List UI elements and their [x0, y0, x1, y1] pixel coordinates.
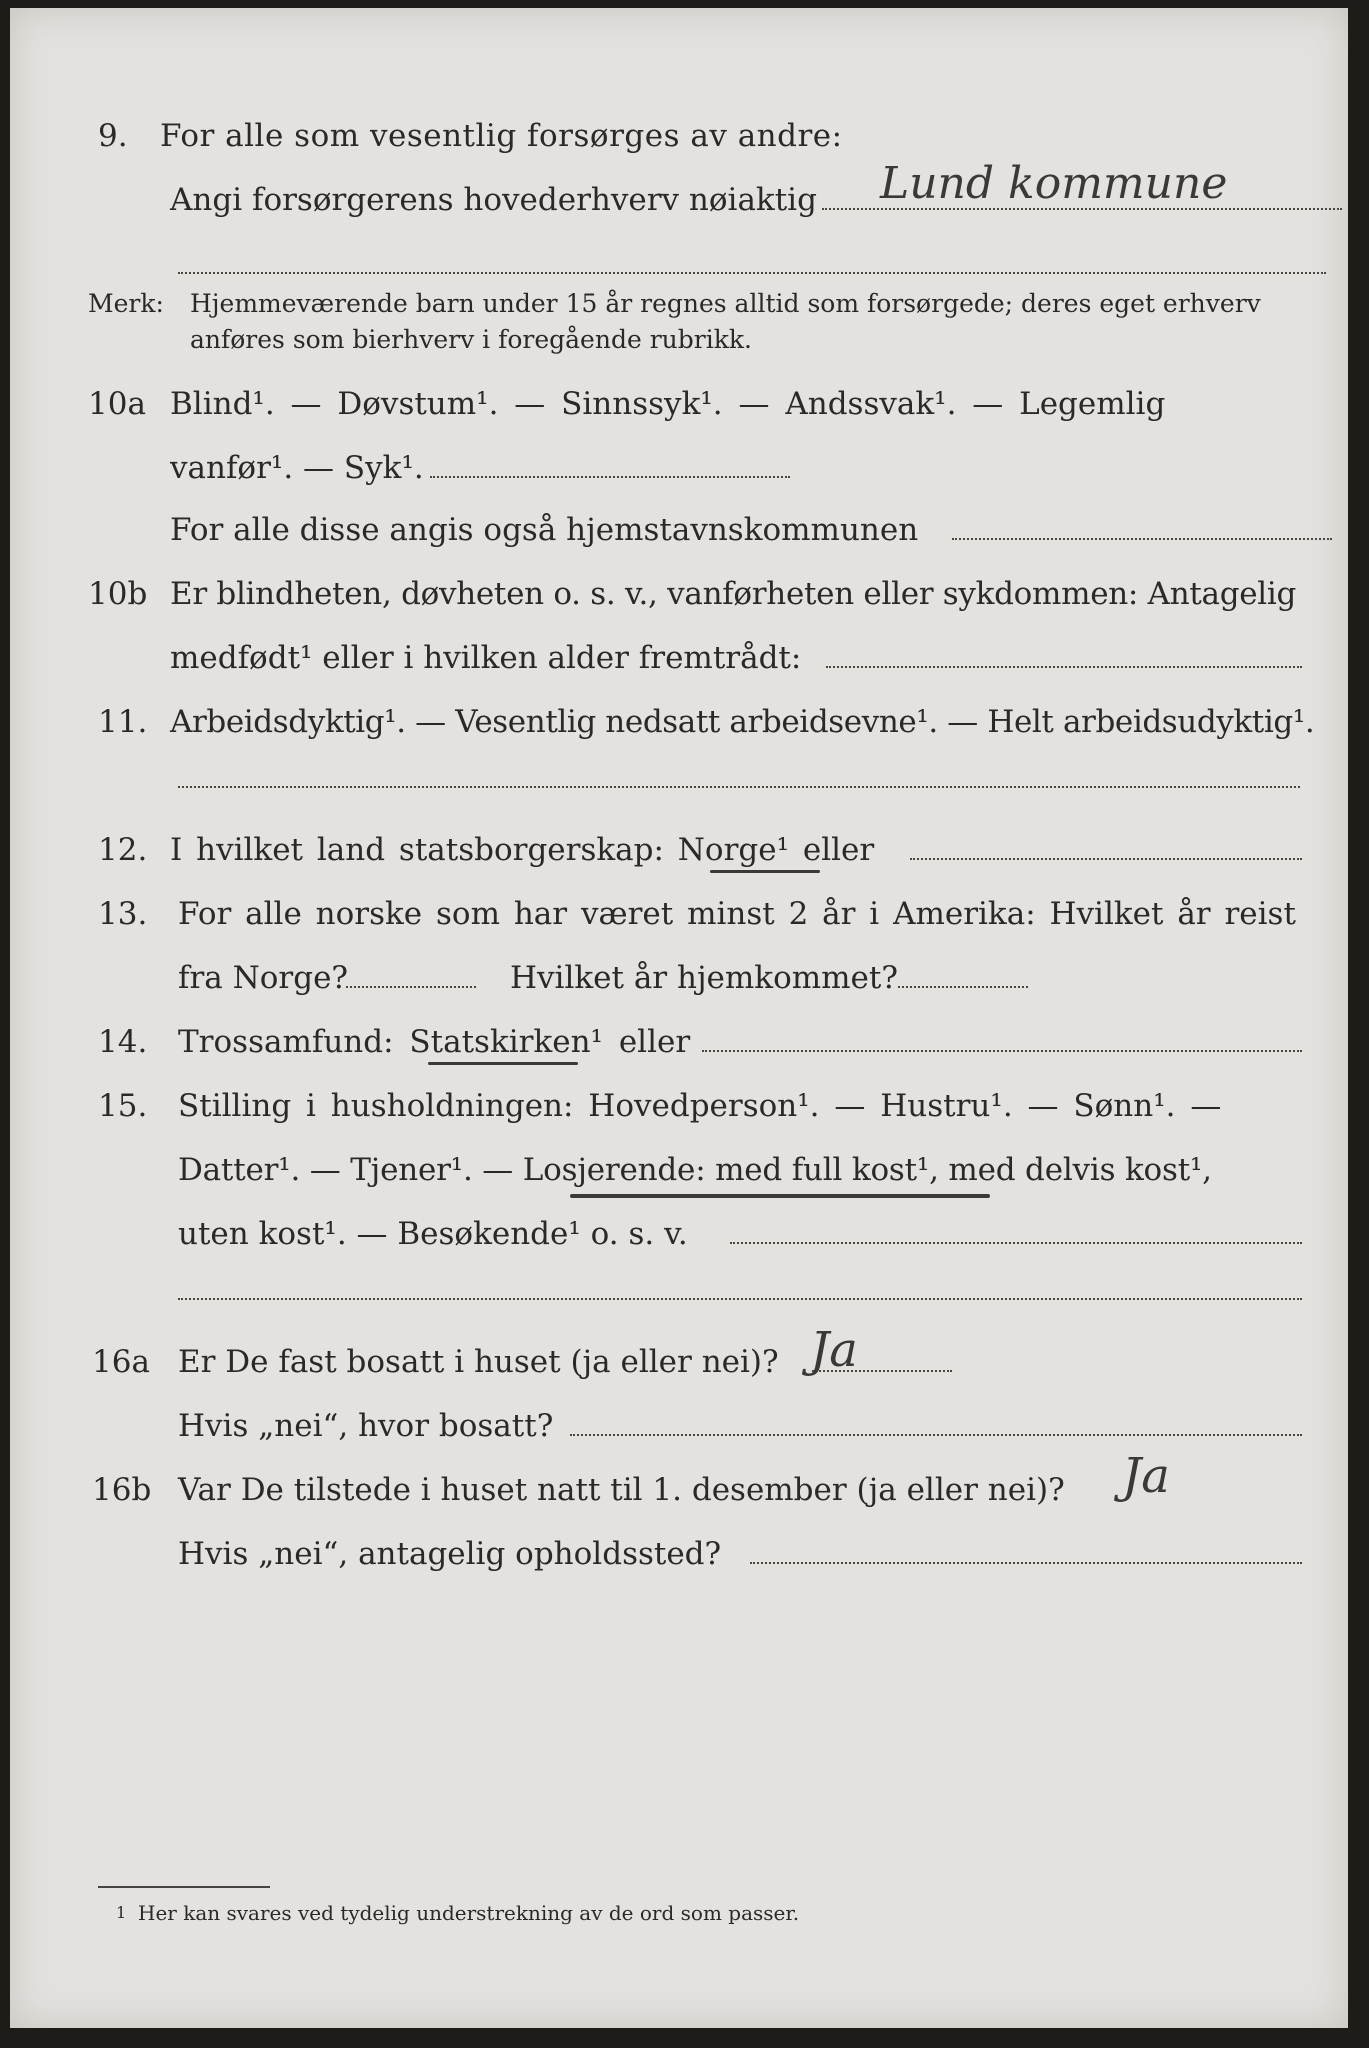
q15-text-1: Stilling i husholdningen: Hovedperson¹. — Hustru¹. — Sønn¹. —: [178, 1088, 1222, 1124]
q10a-number: 10a: [88, 386, 146, 422]
q11-text-1: Arbeidsdyktig¹. — Vesentlig nedsatt arbeidsevne¹. — Helt arbeidsudyktig¹.: [170, 704, 1315, 740]
q10a-kommune-line[interactable]: [952, 538, 1332, 540]
q15-losjerende-underline: [570, 1194, 990, 1198]
merk-label: Merk:: [88, 289, 164, 318]
q14-number: 14.: [98, 1024, 148, 1060]
q13-text-1: For alle norske som har været minst 2 år i Amerika: Hvilket år reist: [178, 896, 1296, 932]
q10b-text-1: Er blindheten, døvheten o. s. v., vanførheten eller sykdommen: Antagelig: [170, 576, 1297, 612]
q16b-number: 16b: [92, 1472, 152, 1508]
q16a-text-1: Er De fast bosatt i huset (ja eller nei)?: [178, 1344, 779, 1380]
footnote-text: Her kan svares ved tydelig understrekning av de ord som passer.: [138, 1901, 800, 1925]
census-form-page: [10, 8, 1348, 2028]
q16b-text-2: Hvis „nei“, antagelig opholdssted?: [178, 1536, 722, 1572]
q15-extra-line[interactable]: [178, 1298, 1302, 1300]
q13-hjemkommet-line[interactable]: [898, 986, 1028, 988]
q10b-text-2: medfødt¹ eller i hvilken alder fremtrådt:: [170, 640, 802, 676]
q13-reist-line[interactable]: [346, 986, 476, 988]
q15-text-2: Datter¹. — Tjener¹. — Losjerende: med full kost¹, med delvis kost¹,: [178, 1152, 1212, 1188]
q12-norge-underline: [710, 870, 820, 873]
q10b-number: 10b: [88, 576, 148, 612]
q16a-bosatt-line[interactable]: [570, 1434, 1302, 1436]
footnote-rule: [98, 1886, 270, 1888]
q16b-opholdssted-line[interactable]: [750, 1562, 1302, 1564]
q10b-alder-line[interactable]: [826, 666, 1302, 668]
q12-number: 12.: [98, 832, 148, 868]
q15-text-3: uten kost¹. — Besøkende¹ o. s. v.: [178, 1216, 688, 1252]
q13-text-2a: fra Norge?: [178, 960, 349, 996]
q10a-text-2: vanfør¹. — Syk¹.: [170, 450, 424, 486]
q16a-handwritten-answer: Ja: [810, 1322, 858, 1378]
q14-trossamfund-line[interactable]: [702, 1050, 1302, 1052]
q15-stilling-line[interactable]: [730, 1242, 1302, 1244]
q13-text-2b: Hvilket år hjemkommet?: [510, 960, 898, 996]
q16a-number: 16a: [92, 1344, 150, 1380]
footnote: [116, 1901, 800, 1925]
q13-number: 13.: [98, 896, 148, 932]
q10a-syk-line[interactable]: [430, 476, 790, 478]
q9-handwritten-answer: Lund kommune: [880, 158, 1228, 209]
q16b-text-1: Var De tilstede i huset natt til 1. desember (ja eller nei)?: [178, 1472, 1065, 1508]
q12-text-1: I hvilket land statsborgerskap: Norge¹ eller: [170, 832, 875, 868]
q9-text-1: For alle som vesentlig forsørges av andre:: [160, 118, 843, 154]
q15-number: 15.: [98, 1088, 148, 1124]
q10a-text-1: Blind¹. — Døvstum¹. — Sinnssyk¹. — Andssvak¹. — Legemlig: [170, 386, 1166, 422]
q14-text-1: Trossamfund: Statskirken¹ eller: [178, 1024, 691, 1060]
q11-number: 11.: [98, 704, 148, 740]
q9-extra-line[interactable]: [178, 272, 1326, 274]
q9-text-2: Angi forsørgerens hovederhverv nøiaktig: [170, 182, 817, 218]
footnote-marker: 1: [116, 1903, 127, 1922]
q14-statskirken-underline: [428, 1062, 578, 1065]
merk-text-1: Hjemmeværende barn under 15 år regnes alltid som forsørgede; deres eget erhverv: [190, 289, 1261, 318]
q12-land-line[interactable]: [910, 858, 1302, 860]
q16b-handwritten-answer: Ja: [1122, 1448, 1170, 1504]
q10a-text-3: For alle disse angis også hjemstavnskommunen: [170, 512, 919, 548]
q9-number: 9.: [98, 118, 128, 154]
q11-extra-line[interactable]: [178, 786, 1300, 788]
q16a-text-2: Hvis „nei“, hvor bosatt?: [178, 1408, 554, 1444]
merk-text-2: anføres som bierhverv i foregående rubrikk.: [190, 325, 752, 354]
